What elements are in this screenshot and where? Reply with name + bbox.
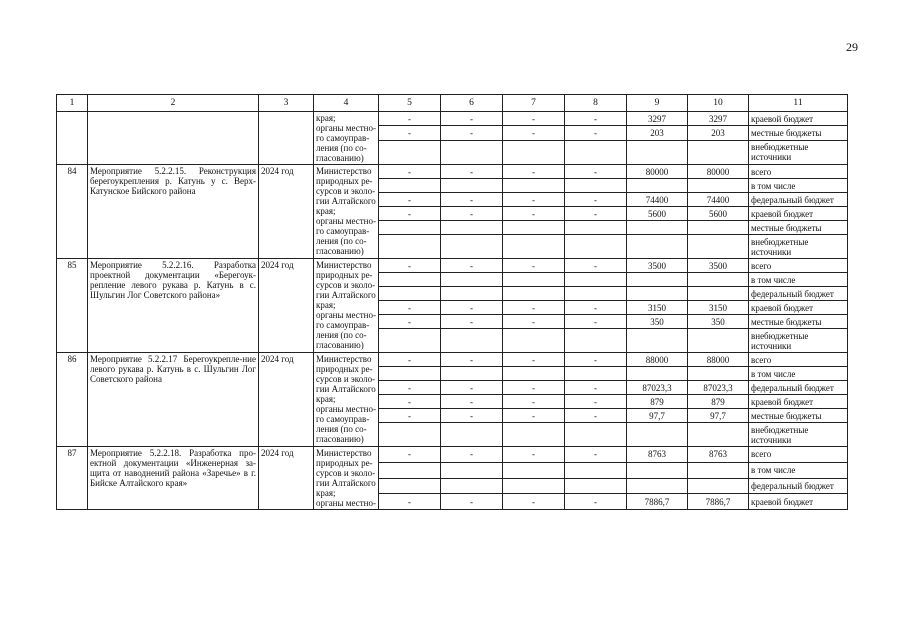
value-cell: 88000 bbox=[627, 353, 688, 367]
measure-name-cell: Мероприятие 5.2.2.18. Разработка про-ектной документации «Инженерная за-щита от наводнений района «Заречье» в г. Бийске Алтайского края» bbox=[88, 447, 259, 510]
value-cell: - bbox=[565, 112, 627, 126]
value-cell bbox=[379, 140, 441, 164]
value-cell bbox=[503, 140, 565, 164]
value-cell: - bbox=[441, 409, 503, 423]
header-row bbox=[57, 95, 848, 112]
header-cell: 2 bbox=[88, 95, 259, 112]
value-cell bbox=[565, 221, 627, 235]
value-cell: - bbox=[565, 353, 627, 367]
header-cell: 11 bbox=[749, 95, 848, 112]
value-cell: - bbox=[379, 315, 441, 329]
table-row bbox=[57, 165, 848, 179]
value-cell: - bbox=[503, 395, 565, 409]
value-cell: 203 bbox=[627, 126, 688, 140]
value-cell: 97,7 bbox=[688, 409, 749, 423]
table-row bbox=[57, 112, 848, 126]
value-cell: - bbox=[503, 409, 565, 423]
budget-source-cell: федеральный бюджет bbox=[749, 193, 848, 207]
value-cell bbox=[627, 423, 688, 447]
header-cell: 5 bbox=[379, 95, 441, 112]
value-cell bbox=[503, 221, 565, 235]
value-cell: 80000 bbox=[688, 165, 749, 179]
value-cell: - bbox=[379, 207, 441, 221]
budget-source-cell: местные бюджеты bbox=[749, 221, 848, 235]
table-row bbox=[57, 353, 848, 367]
value-cell: 74400 bbox=[627, 193, 688, 207]
value-cell: - bbox=[503, 301, 565, 315]
value-cell: 350 bbox=[688, 315, 749, 329]
value-cell bbox=[379, 462, 441, 478]
value-cell: - bbox=[565, 301, 627, 315]
value-cell bbox=[688, 423, 749, 447]
value-cell: - bbox=[441, 381, 503, 395]
value-cell bbox=[688, 179, 749, 193]
value-cell bbox=[441, 221, 503, 235]
value-cell bbox=[379, 367, 441, 381]
value-cell: - bbox=[379, 193, 441, 207]
value-cell: 74400 bbox=[688, 193, 749, 207]
value-cell: - bbox=[441, 259, 503, 273]
period-cell: 2024 год bbox=[259, 447, 314, 510]
budget-source-cell: местные бюджеты bbox=[749, 126, 848, 140]
value-cell bbox=[688, 221, 749, 235]
budget-source-cell: в том числе bbox=[749, 273, 848, 287]
budget-source-cell: в том числе bbox=[749, 179, 848, 193]
value-cell: - bbox=[565, 259, 627, 273]
value-cell bbox=[379, 221, 441, 235]
value-cell: - bbox=[379, 259, 441, 273]
value-cell bbox=[503, 478, 565, 494]
value-cell bbox=[627, 287, 688, 301]
value-cell: - bbox=[565, 207, 627, 221]
value-cell: 879 bbox=[688, 395, 749, 409]
value-cell: 3500 bbox=[688, 259, 749, 273]
value-cell: - bbox=[441, 165, 503, 179]
value-cell: - bbox=[565, 494, 627, 510]
budget-table bbox=[56, 94, 848, 510]
value-cell bbox=[441, 287, 503, 301]
value-cell bbox=[565, 287, 627, 301]
period-cell: 2024 год bbox=[259, 353, 314, 447]
value-cell bbox=[565, 462, 627, 478]
measure-name-cell: Мероприятие 5.2.2.16. Разработка проектной документации «Берегоук-репление левого рукава р. Катунь в с. Шульгин Лог Советского района» bbox=[88, 259, 259, 353]
value-cell bbox=[627, 478, 688, 494]
value-cell bbox=[503, 423, 565, 447]
value-cell bbox=[379, 287, 441, 301]
value-cell bbox=[379, 235, 441, 259]
value-cell bbox=[565, 478, 627, 494]
value-cell: - bbox=[503, 126, 565, 140]
value-cell: - bbox=[441, 447, 503, 463]
value-cell bbox=[379, 273, 441, 287]
value-cell: 87023,3 bbox=[688, 381, 749, 395]
value-cell: - bbox=[441, 494, 503, 510]
value-cell: - bbox=[379, 381, 441, 395]
value-cell bbox=[688, 478, 749, 494]
value-cell: - bbox=[565, 381, 627, 395]
header-cell: 7 bbox=[503, 95, 565, 112]
executor-cell: Министерство природных ре-сурсов и эколо-гии Алтайского края; органы местно-го самоуправ-ления (по со-гласованию) bbox=[314, 353, 379, 447]
value-cell: - bbox=[379, 165, 441, 179]
value-cell bbox=[503, 273, 565, 287]
value-cell bbox=[503, 462, 565, 478]
value-cell bbox=[565, 235, 627, 259]
value-cell bbox=[503, 287, 565, 301]
value-cell: 87023,3 bbox=[627, 381, 688, 395]
value-cell bbox=[565, 273, 627, 287]
budget-source-cell: внебюджетные источники bbox=[749, 235, 848, 259]
value-cell: - bbox=[565, 395, 627, 409]
value-cell bbox=[379, 329, 441, 353]
period-cell: 2024 год bbox=[259, 259, 314, 353]
row-number-cell: 87 bbox=[57, 447, 88, 510]
value-cell: - bbox=[503, 165, 565, 179]
value-cell bbox=[627, 462, 688, 478]
value-cell: - bbox=[379, 447, 441, 463]
value-cell bbox=[441, 462, 503, 478]
row-number-cell: 86 bbox=[57, 353, 88, 447]
value-cell: - bbox=[503, 207, 565, 221]
budget-source-cell: краевой бюджет bbox=[749, 494, 848, 510]
value-cell bbox=[379, 179, 441, 193]
value-cell: - bbox=[441, 315, 503, 329]
value-cell bbox=[627, 367, 688, 381]
budget-source-cell: всего bbox=[749, 165, 848, 179]
value-cell bbox=[688, 273, 749, 287]
value-cell: - bbox=[565, 409, 627, 423]
value-cell: - bbox=[441, 395, 503, 409]
budget-source-cell: внебюджетные источники bbox=[749, 423, 848, 447]
executor-cell: Министерство природных ре-сурсов и эколо-гии Алтайского края; органы местно- bbox=[314, 447, 379, 510]
budget-source-cell: внебюджетные источники bbox=[749, 140, 848, 164]
value-cell: 879 bbox=[627, 395, 688, 409]
value-cell bbox=[503, 367, 565, 381]
header-cell: 4 bbox=[314, 95, 379, 112]
value-cell: - bbox=[565, 165, 627, 179]
budget-source-cell: местные бюджеты bbox=[749, 315, 848, 329]
value-cell bbox=[565, 367, 627, 381]
header-cell: 3 bbox=[259, 95, 314, 112]
period-cell bbox=[259, 112, 314, 165]
value-cell bbox=[688, 287, 749, 301]
value-cell: 8763 bbox=[627, 447, 688, 463]
value-cell: - bbox=[441, 353, 503, 367]
value-cell: - bbox=[503, 494, 565, 510]
value-cell: 203 bbox=[688, 126, 749, 140]
value-cell bbox=[503, 329, 565, 353]
value-cell bbox=[503, 235, 565, 259]
value-cell bbox=[503, 179, 565, 193]
period-cell: 2024 год bbox=[259, 165, 314, 259]
value-cell: - bbox=[379, 301, 441, 315]
budget-source-cell: в том числе bbox=[749, 367, 848, 381]
budget-source-cell: краевой бюджет bbox=[749, 112, 848, 126]
value-cell: - bbox=[503, 193, 565, 207]
budget-source-cell: всего bbox=[749, 259, 848, 273]
value-cell: - bbox=[379, 126, 441, 140]
value-cell: - bbox=[503, 259, 565, 273]
value-cell: - bbox=[565, 193, 627, 207]
measure-name-cell: Мероприятие 5.2.2.17 Берегоукрепле-ние левого рукава р. Катунь в с. Шульгин Лог Советского района bbox=[88, 353, 259, 447]
value-cell: - bbox=[441, 126, 503, 140]
budget-source-cell: всего bbox=[749, 353, 848, 367]
value-cell: - bbox=[441, 207, 503, 221]
value-cell bbox=[565, 140, 627, 164]
value-cell bbox=[441, 367, 503, 381]
value-cell: 3150 bbox=[627, 301, 688, 315]
value-cell bbox=[627, 221, 688, 235]
value-cell: 5600 bbox=[627, 207, 688, 221]
value-cell: - bbox=[565, 315, 627, 329]
row-number-cell: 85 bbox=[57, 259, 88, 353]
executor-cell: Министерство природных ре-сурсов и эколо-гии Алтайского края; органы местно-го самоуправ-ления (по со-гласованию) bbox=[314, 165, 379, 259]
budget-source-cell: в том числе bbox=[749, 462, 848, 478]
header-cell: 10 bbox=[688, 95, 749, 112]
page-number: 29 bbox=[846, 40, 858, 54]
value-cell bbox=[379, 423, 441, 447]
value-cell: - bbox=[379, 112, 441, 126]
table-body bbox=[57, 95, 848, 510]
value-cell: - bbox=[503, 112, 565, 126]
header-cell: 8 bbox=[565, 95, 627, 112]
value-cell: 3297 bbox=[627, 112, 688, 126]
value-cell bbox=[441, 273, 503, 287]
value-cell: - bbox=[503, 447, 565, 463]
value-cell: - bbox=[565, 447, 627, 463]
value-cell: 97,7 bbox=[627, 409, 688, 423]
header-cell: 6 bbox=[441, 95, 503, 112]
budget-source-cell: краевой бюджет bbox=[749, 207, 848, 221]
budget-source-cell: федеральный бюджет bbox=[749, 381, 848, 395]
table-row bbox=[57, 259, 848, 273]
value-cell bbox=[688, 235, 749, 259]
row-number-cell bbox=[57, 112, 88, 165]
value-cell bbox=[441, 329, 503, 353]
value-cell: 3297 bbox=[688, 112, 749, 126]
measure-name-cell: Мероприятие 5.2.2.15. Реконструкция берегоукрепления р. Катунь у с. Верх-Катунское Бийского района bbox=[88, 165, 259, 259]
value-cell bbox=[627, 179, 688, 193]
executor-cell: края; органы местно- го самоуправ- ления (по со- гласованию) bbox=[314, 112, 379, 165]
budget-source-cell: федеральный бюджет bbox=[749, 478, 848, 494]
value-cell bbox=[565, 423, 627, 447]
budget-source-cell: федеральный бюджет bbox=[749, 287, 848, 301]
value-cell: 8763 bbox=[688, 447, 749, 463]
value-cell: - bbox=[441, 301, 503, 315]
header-cell: 9 bbox=[627, 95, 688, 112]
budget-source-cell: всего bbox=[749, 447, 848, 463]
value-cell bbox=[627, 235, 688, 259]
value-cell: - bbox=[379, 494, 441, 510]
value-cell bbox=[627, 140, 688, 164]
value-cell bbox=[565, 179, 627, 193]
value-cell bbox=[688, 329, 749, 353]
budget-source-cell: краевой бюджет bbox=[749, 395, 848, 409]
value-cell bbox=[441, 478, 503, 494]
value-cell: - bbox=[379, 353, 441, 367]
value-cell: 88000 bbox=[688, 353, 749, 367]
value-cell: 3500 bbox=[627, 259, 688, 273]
value-cell bbox=[441, 423, 503, 447]
value-cell: - bbox=[379, 395, 441, 409]
value-cell bbox=[565, 329, 627, 353]
executor-cell: Министерство природных ре-сурсов и эколо-гии Алтайского края; органы местно-го самоуправ-ления (по со-гласованию) bbox=[314, 259, 379, 353]
value-cell bbox=[441, 179, 503, 193]
value-cell: - bbox=[503, 353, 565, 367]
value-cell bbox=[627, 329, 688, 353]
value-cell: - bbox=[503, 315, 565, 329]
value-cell: 5600 bbox=[688, 207, 749, 221]
value-cell bbox=[441, 140, 503, 164]
value-cell: 7886,7 bbox=[627, 494, 688, 510]
measure-name-cell bbox=[88, 112, 259, 165]
value-cell: 3150 bbox=[688, 301, 749, 315]
value-cell: 80000 bbox=[627, 165, 688, 179]
table-row bbox=[57, 447, 848, 463]
value-cell bbox=[688, 140, 749, 164]
budget-source-cell: краевой бюджет bbox=[749, 301, 848, 315]
value-cell bbox=[688, 462, 749, 478]
value-cell: - bbox=[379, 409, 441, 423]
header-cell: 1 bbox=[57, 95, 88, 112]
value-cell bbox=[627, 273, 688, 287]
budget-source-cell: местные бюджеты bbox=[749, 409, 848, 423]
value-cell: - bbox=[503, 381, 565, 395]
value-cell: - bbox=[441, 193, 503, 207]
value-cell bbox=[688, 367, 749, 381]
value-cell bbox=[441, 235, 503, 259]
row-number-cell: 84 bbox=[57, 165, 88, 259]
value-cell: - bbox=[565, 126, 627, 140]
value-cell: - bbox=[441, 112, 503, 126]
value-cell: 350 bbox=[627, 315, 688, 329]
budget-source-cell: внебюджетные источники bbox=[749, 329, 848, 353]
value-cell: 7886,7 bbox=[688, 494, 749, 510]
value-cell bbox=[379, 478, 441, 494]
